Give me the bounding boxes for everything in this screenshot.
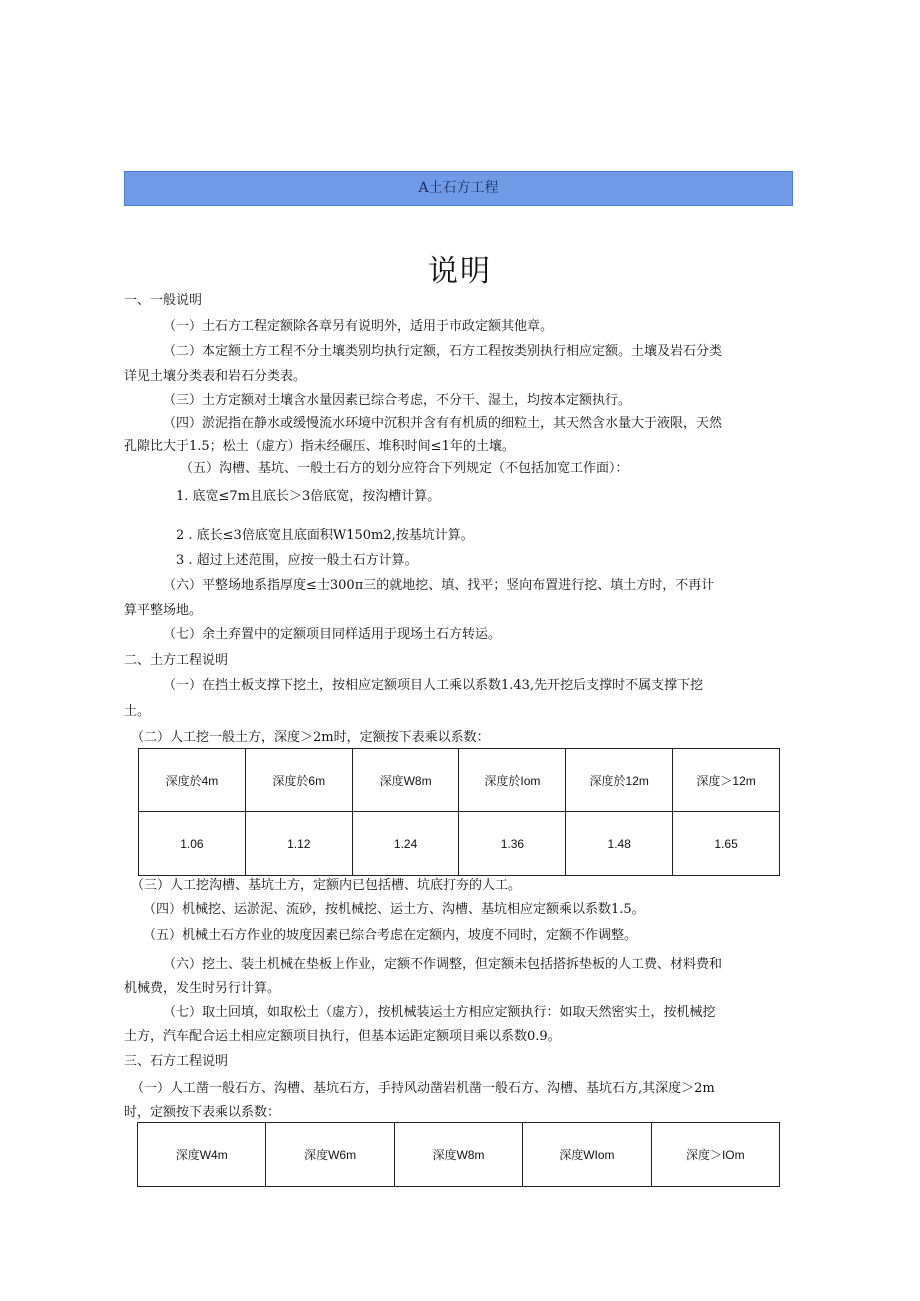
table-header-cell: 深度於12m [566, 749, 673, 812]
earth-depth-coefficient-table [138, 748, 780, 876]
table-header-cell: 深度W8m [352, 749, 459, 812]
heading-general: 一、一般说明 [124, 293, 203, 308]
table-value-cell: 1.36 [459, 812, 566, 876]
table-header-cell: 深度於Iom [459, 749, 566, 812]
table-header-cell: 深度＞12m [673, 749, 780, 812]
paragraph-line: （三）人工挖沟槽、基坑土方，定额内已包括槽、坑底打夯的人工。 [131, 878, 522, 893]
page-title: 说明 [428, 254, 492, 289]
paragraph-line: 机械费，发生时另行计算。 [124, 981, 281, 996]
list-item: 1. 底宽≤7m且底长＞3倍底宽，按沟槽计算。 [176, 489, 441, 504]
table-value-cell: 1.24 [352, 812, 459, 876]
paragraph-line: （五）沟槽、基坑、一般土石方的划分应符合下列规定（不包括加宽工作面）： [180, 461, 629, 476]
list-item: 2 . 底长≤3倍底宽且底面积W150m2,按基坑计算。 [176, 528, 474, 543]
table-value-cell: 1.65 [673, 812, 780, 876]
paragraph-line: （七）余土弃置中的定额项目同样适用于现场土石方转运。 [163, 627, 502, 642]
paragraph-line: （二）人工挖一般土方，深度＞2m时，定额按下表乘以系数： [131, 730, 490, 745]
table-value-cell: 1.06 [139, 812, 246, 876]
paragraph-line: （一）人工凿一般石方、沟槽、基坑石方，手持风动凿岩机凿一般石方、沟槽、基坑石方,其深度＞2m [131, 1081, 715, 1096]
paragraph-line: 时，定额按下表乘以系数： [124, 1105, 281, 1120]
table-header-cell: 深度於4m [139, 749, 246, 812]
paragraph-line: （六）挖土、装土机械在垫板上作业，定额不作调整，但定额未包括搭拆垫板的人工费、材料费和 [163, 957, 723, 972]
table-header-cell: 深度W6m [266, 1123, 394, 1187]
paragraph-line: 孔隙比大于1.5；松土（虚方）指未经碾压、堆积时间≤1年的土壤。 [124, 439, 515, 454]
table-header-cell: 深度WIom [523, 1123, 651, 1187]
table-header-cell: 深度於6m [245, 749, 352, 812]
paragraph-line: （四）机械挖、运淤泥、流砂，按机械挖、运土方、沟槽、基坑相应定额乘以系数1.5。 [143, 902, 645, 917]
section-banner: A土石方工程 [124, 171, 793, 206]
rock-depth-coefficient-table [137, 1122, 780, 1187]
paragraph-line: （六）平整场地系指厚度≤士300π三的就地挖、填、找平；竖向布置进行挖、填土方时，不再计 [163, 578, 715, 593]
table-header-cell: 深度＞IOm [651, 1123, 779, 1187]
paragraph-line: （三）土方定额对土壤含水量因素已综合考虑，不分干、湿土，均按本定额执行。 [163, 393, 632, 408]
paragraph-line: （一）土石方工程定额除各章另有说明外，适用于市政定额其他章。 [163, 319, 554, 334]
paragraph-line: 土。 [124, 704, 151, 719]
list-item: 3 . 超过上述范围，应按一般土石方计算。 [176, 553, 418, 568]
paragraph-line: （五）机械土石方作业的坡度因素已综合考虑在定额内，坡度不同时，定额不作调整。 [143, 928, 638, 943]
paragraph-line: （一）在挡土板支撑下挖土，按相应定额项目人工乘以系数1.43,先开挖后支撑时不属支撑下挖 [163, 678, 704, 693]
paragraph-line: （二）本定额土方工程不分土壤类别均执行定额，石方工程按类别执行相应定额。土壤及岩石分类 [163, 344, 723, 359]
paragraph-line: 详见土壤分类表和岩石分类表。 [124, 369, 307, 384]
paragraph-line: 算平整场地。 [124, 603, 203, 618]
paragraph-line: 土方，汽车配合运土相应定额项目执行，但基本运距定额项目乘以系数0.9。 [124, 1029, 561, 1044]
table-header-cell: 深度W8m [394, 1123, 522, 1187]
table-header-cell: 深度W4m [138, 1123, 266, 1187]
heading-rockwork: 三、石方工程说明 [124, 1054, 229, 1069]
heading-earthwork: 二、土方工程说明 [124, 653, 229, 668]
paragraph-line: （四）淤泥指在静水或缓慢流水环境中沉积并含有有机质的细粒土，其天然含水量大于液限，天然 [163, 416, 723, 431]
table-value-cell: 1.12 [245, 812, 352, 876]
paragraph-line: （七）取土回填，如取松土（虚方），按机械装运土方相应定额执行：如取天然密实土，按机械挖 [163, 1005, 716, 1020]
table-value-cell: 1.48 [566, 812, 673, 876]
